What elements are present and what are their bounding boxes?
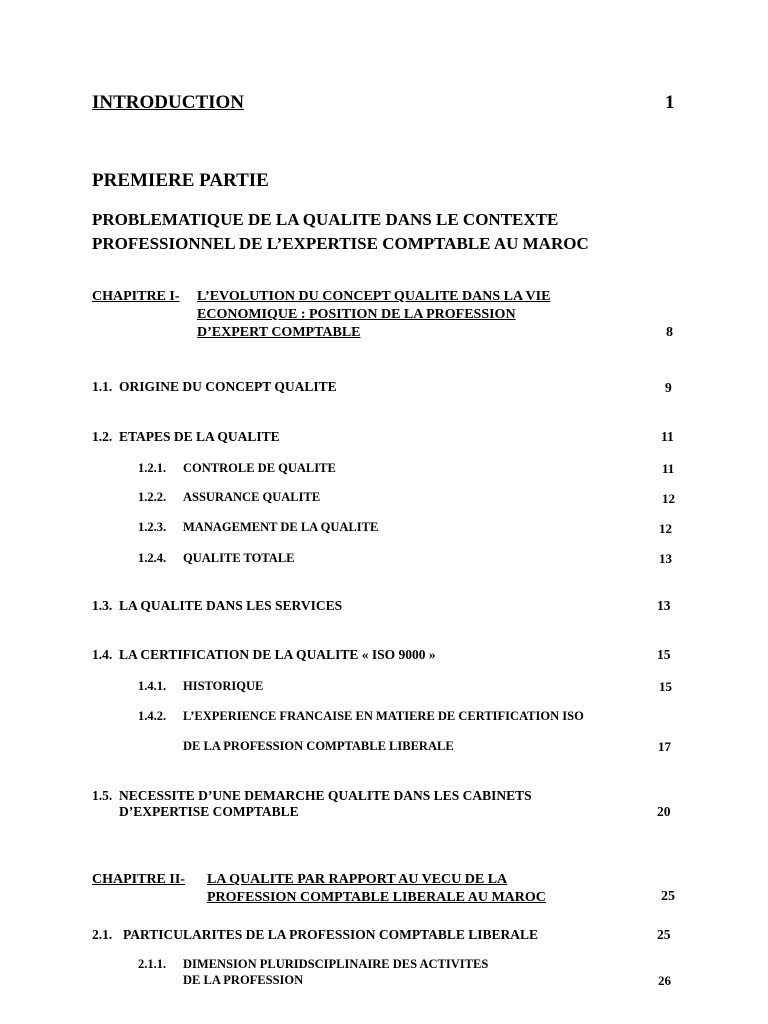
toc-1-4-2-title-line2: DE LA PROFESSION COMPTABLE LIBERALE [183,739,454,753]
toc-1-1-page: 9 [665,380,672,395]
toc-1-2-num: 1.2. [92,429,113,444]
toc-1-5-num: 1.5. [92,788,113,803]
toc-1-3-num: 1.3. [92,598,113,613]
chapter2-label: CHAPITRE II- [92,872,185,887]
toc-1-2-3-num: 1.2.3. [138,520,167,534]
chapter1-label: CHAPITRE I- [92,289,180,304]
toc-1-4-title: LA CERTIFICATION DE LA QUALITE « ISO 9000 » [119,647,436,662]
toc-1-2-4-num: 1.2.4. [138,551,167,565]
toc-1-4-1-num: 1.4.1. [138,679,167,693]
toc-1-2-1-page: 11 [662,461,675,476]
chapter2-title-line2: PROFESSION COMPTABLE LIBERALE AU MAROC [207,890,546,905]
toc-1-2-title: ETAPES DE LA QUALITE [119,429,280,444]
toc-1-2-4-page: 13 [659,551,672,566]
toc-intro-page: 1 [665,92,675,113]
toc-1-5-title-line1: NECESSITE D’UNE DEMARCHE QUALITE DANS LES CABINETS [119,788,532,803]
toc-1-1-num: 1.1. [92,379,113,394]
toc-2-1-1-page: 26 [658,973,671,988]
toc-1-4-1-page: 15 [659,679,672,694]
toc-1-2-page: 11 [661,429,674,444]
toc-2-1-num: 2.1. [92,927,113,942]
part-subtitle-line2: PROFESSIONNEL DE L’EXPERTISE COMPTABLE AU MAROC [92,234,589,253]
toc-1-5-page: 20 [657,804,671,819]
toc-1-2-3-page: 12 [659,521,672,536]
toc-1-2-3-title: MANAGEMENT DE LA QUALITE [183,520,379,534]
toc-intro-title: INTRODUCTION [92,92,245,113]
toc-1-2-2-page: 12 [662,491,675,506]
toc-1-3-title: LA QUALITE DANS LES SERVICES [119,598,343,613]
chapter1-page: 8 [666,325,673,340]
toc-1-1-title: ORIGINE DU CONCEPT QUALITE [119,379,337,394]
toc-1-2-1-num: 1.2.1. [138,461,167,475]
toc-1-4-2-title-line1: L’EXPERIENCE FRANCAISE EN MATIERE DE CERTIFICATION ISO [183,709,584,723]
toc-1-5-title-line2: D’EXPERTISE COMPTABLE [119,804,299,819]
toc-2-1-1-title-line2: DE LA PROFESSION [183,973,304,987]
toc-2-1-1-title-line1: DIMENSION PLURIDSCIPLINAIRE DES ACTIVITES [183,957,489,971]
toc-2-1-page: 25 [657,927,671,942]
toc-1-2-2-num: 1.2.2. [138,490,167,504]
toc-1-4-1-title: HISTORIQUE [183,679,264,693]
part-title: PREMIERE PARTIE [92,170,269,191]
toc-2-1-title: PARTICULARITES DE LA PROFESSION COMPTABLE LIBERALE [123,927,538,942]
chapter1-title-line3: D’EXPERT COMPTABLE [197,325,361,340]
toc-1-4-2-page: 17 [658,739,671,754]
chapter1-title-line2: ECONOMIQUE : POSITION DE LA PROFESSION [197,307,516,322]
toc-2-1-1-num: 2.1.1. [138,957,167,971]
toc-1-2-1-title: CONTROLE DE QUALITE [183,461,336,475]
toc-1-2-2-title: ASSURANCE QUALITE [183,490,321,504]
chapter1-title-line1: L’EVOLUTION DU CONCEPT QUALITE DANS LA VIE [197,289,551,304]
toc-1-3-page: 13 [657,598,671,613]
toc-1-4-num: 1.4. [92,647,113,662]
toc-1-4-2-num: 1.4.2. [138,709,167,723]
toc-1-2-4-title: QUALITE TOTALE [183,551,295,565]
part-subtitle-line1: PROBLEMATIQUE DE LA QUALITE DANS LE CONTEXTE [92,210,559,229]
toc-1-4-page: 15 [657,647,671,662]
chapter2-title-line1: LA QUALITE PAR RAPPORT AU VECU DE LA [207,872,508,887]
chapter2-page: 25 [661,889,675,904]
